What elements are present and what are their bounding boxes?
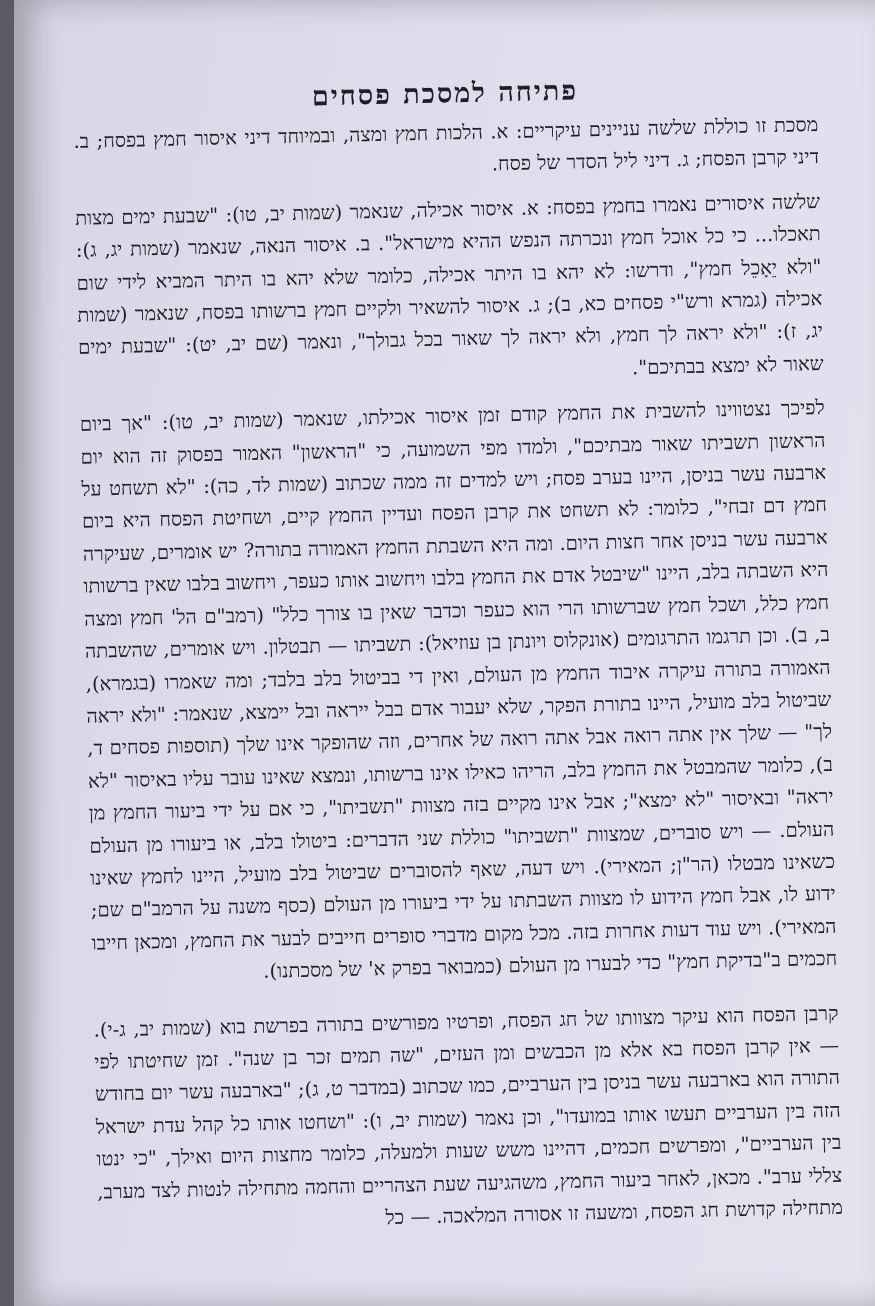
paragraph-intro: מסכת זו כוללת שלשה עניינים עיקריים: א. הלכות חמץ ומצה, ובמיוחד דיני איסור חמץ בפסח; ב. דיני קרבן הפסח; ג. דיני ליל הסדר של פסח. <box>73 112 820 176</box>
book-page <box>14 0 875 1306</box>
paragraph-pesach-offering: קרבן הפסח הוא עיקר מצוותו של חג הפסח, ופרטיו מפורשים בתורה בפרשת בוא (שמות יב, ג-י). — אין קרבן הפסח בא אלא מן הכבשים ומן העזים, "שה תמים זכר בן שנה". זמן שחיטתו לפי התורה הוא בארבעה עשר בניסן בין הערביים, כמו שכתוב (במדבר ט, ג); "בארבעה עשר יום בחודש הזה בין הערביים תעשו אותו במועדו", וכן נאמר (שמות יב, ו): "ושחטו אותו כל קהל עדת ישראל בין הערביים", ומפרשים חכמים, דהיינו משש שעות ולמעלה, כלומר מחצות היום ואילך, "כי ינטו צללי ערב". מכאן, לאחר ביעור החמץ, משהגיעה שעת הצהריים והחמה מתחילה לנטות לצד מערב, מתחילה קדושת חג הפסח, ומשעה זו אסורה המלאכה. — כל <box>93 1001 844 1230</box>
page-title: פתיחה למסכת פסחים <box>311 75 579 113</box>
page-text <box>72 70 843 1253</box>
paragraph-prohibitions: שלשה איסורים נאמרו בחמץ בפסח: א. איסור אכילה, שנאמר (שמות יב, טו): "שבעת ימים מצות תאכלו... כי כל אוכל חמץ ונכרתה הנפש ההיא מישראל". ב. איסור הנאה, שנאמר (שמות יג, ג): "ולא יֵאָכֵל חמץ", ודרשו: לא יהא בו היתר אכילה, כלומר שלא יהא בו היתר המביא לידי שום אכילה (גמרא ורש"י פסחים כא, ב); ג. איסור להשאיר ולקיים חמץ ברשותו בפסח, שנאמר (שמות יג, ז): "ולא יראה לך חמץ, ולא יראה לך שאור בכל גבולך", ונאמר (שם יב, יט): "שבעת ימים שאור לא ימצא בבתיכם". <box>74 189 824 380</box>
paragraph-removal: לפיכך נצטווינו להשבית את החמץ קודם זמן איסור אכילתו, שנאמר (שמות יב, טו): "אך ביום הראשון תשביתו שאור מבתיכם", ולמדו מפי השמועה, כי "הראשון" האמור בפסוק זה הוא יום ארבעה עשר בניסן, היינו בערב פסח; ויש למדים זה ממה שכתוב (שמות לד, כה): "לא תשחט על חמץ דם זבחי", כלומר: לא תשחט את קרבן הפסח ועדיין החמץ קיים, ושחיטת הפסח היא ביום ארבעה עשר בניסן אחר חצות היום. ומה היא השבתת החמץ האמורה בתורה? יש אומרים, שעיקרה היא השבתה בלב, היינו "שיבטל אדם את החמץ בלבו ויחשוב אותו כעפר, ויחשוב בלבו שאין ברשותו חמץ כלל, ושכל חמץ שברשותו הרי הוא כעפר וכדבר שאין בו צורך כלל" (רמב"ם הל' חמץ ומצה ב, ב). וכן תרגמו התרגומים (אונקלוס ויונתן בן עוזיאל): תשביתו — תבטלון. ויש אומרים, שהשבתה האמורה בתורה עיקרה איבוד החמץ מן העולם, ואין די בביטול בלב בלבד; ומה שאמרו (בגמרא), שביטול בלב מועיל, היינו בתורת הפקר, שלא יעבור אדם בבל ייראה ובל יימצא, שנאמר: "ולא יראה לך" — שלך אין אתה רואה אבל אתה רואה של אחרים, וזה שהופקר אינו שלך (תוספות פסחים ד, ב), כלומר שהמבטל את החמץ בלב, הריהו כאילו אינו ברשותו, ונמצא שאינו עובר עליו באיסור "לא יראה" ובאיסור "לא ימצא"; אבל אינו מקיים בזה מצוות "תשביתו", כי אם על ידי ביעור החמץ מן העולם. — ויש סוברים, שמצוות "תשביתו" כוללת שני הדברים: ביטולו בלב, או ביעורו מן העולם כשאינו מבטלו (הר"ן; המאירי). ויש דעה, שאף להסוברים שביטול בלב מועיל, היינו לחמץ שאינו ידוע לו, אבל חמץ הידוע לו מצוות השבתתו על ידי ביעורו מן העולם (כסף משנה על הרמב"ם שם; המאירי). ויש עוד דעות אחרות בזה. מכל מקום מדברי סופרים חייבים לבער את החמץ, ומכאן חייבו חכמים ב"בדיקת חמץ" כדי לבערו מן העולם (כמבואר בפרק א' של מסכתנו). <box>79 396 838 983</box>
